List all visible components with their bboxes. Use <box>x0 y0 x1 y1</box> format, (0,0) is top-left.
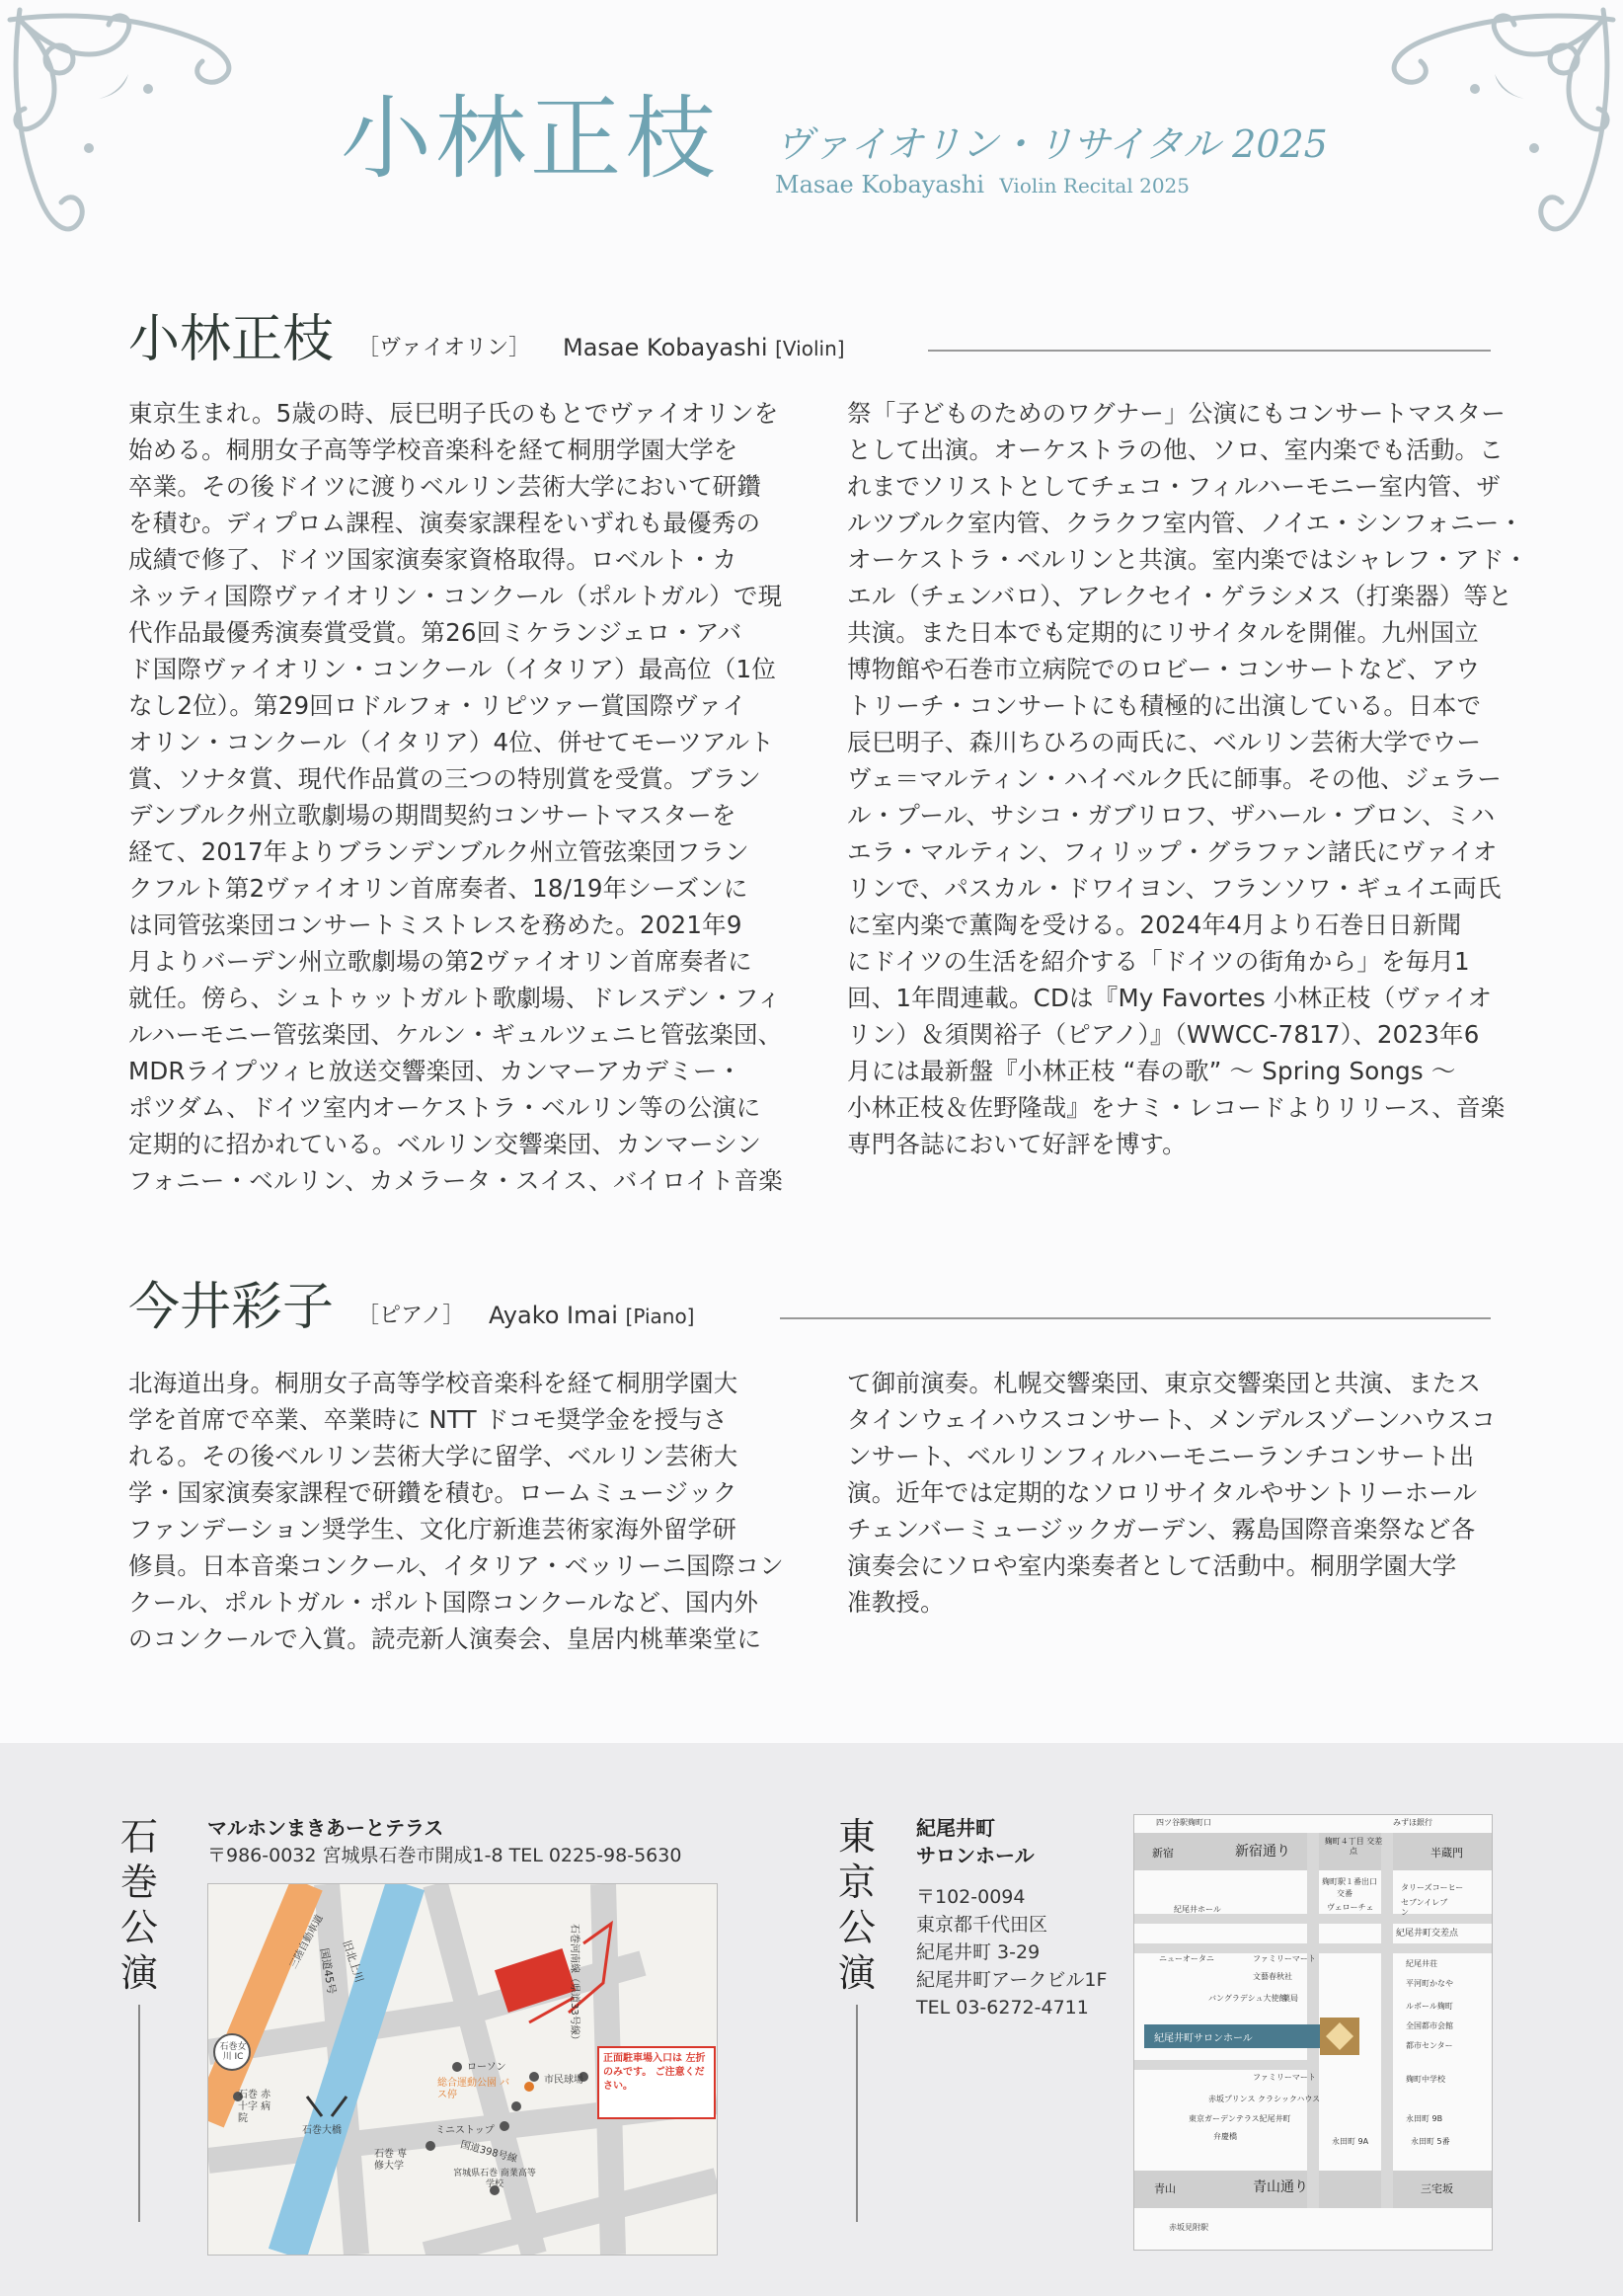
venue-name-line1: 紀尾井町 <box>916 1816 995 1840</box>
profile-text-line: は同管弦楽団コンサートミストレスを務めた。2021年9 <box>128 910 742 939</box>
venue-address-line: 東京都千代田区 <box>916 1914 1048 1936</box>
profile-text-line: ド国際ヴァイオリン・コンクール（イタリア）最高位（1位 <box>128 655 777 683</box>
profile-text-line: のコンクールで入賞。読売新人演奏会、皇居内桃華楽堂に <box>128 1624 762 1653</box>
venue-name: マルホンまきあーとテラス <box>207 1816 444 1840</box>
profile-text-line: エラ・マルティン、フィリップ・グラファン諸氏にヴァイオ <box>847 837 1498 866</box>
profile-name-en <box>489 1302 694 1329</box>
profile-text-column-left <box>128 1365 784 1657</box>
profile-text-line: 定期的に招かれている。ベルリン交響楽団、カンマーシン <box>128 1130 762 1158</box>
map-label: 薬局 <box>1282 1994 1298 2003</box>
map-label: 文藝春秋社 <box>1253 1972 1292 1981</box>
profile-text-line: 月には最新盤『小林正枝 “春の歌” 〜 Spring Songs 〜 <box>847 1057 1456 1085</box>
profile-text-line: なし2位）。第29回ロドルフォ・リピツァー賞国際ヴァイ <box>128 691 747 720</box>
profile-name-en <box>563 334 845 361</box>
profile-text-line: ンサート、ベルリンフィルハーモニーランチコンサート出 <box>847 1442 1475 1470</box>
profile-text-line: MDRライプツィヒ放送交響楽団、カンマーアカデミー・ <box>128 1057 742 1085</box>
profile-heading-violin <box>128 296 1491 369</box>
map-label: ヴェローチェ <box>1327 1903 1374 1912</box>
map-label: 半蔵門 <box>1430 1847 1463 1860</box>
heading-rule <box>780 1317 1491 1319</box>
profile-text-line: ルハーモニー管弦楽団、ケルン・ギュルツェニヒ管弦楽団、 <box>128 1020 783 1049</box>
map-label: 国道398号線 <box>459 2139 518 2166</box>
map-label: ファミリーマート <box>1253 1954 1316 1963</box>
map-label: 紀尾井荘 <box>1406 1959 1437 1968</box>
recital-label-en: Violin Recital 2025 <box>999 174 1190 198</box>
profile-heading-piano <box>128 1264 1491 1337</box>
profile-text-line: 演。近年では定期的なソロリサイタルやサントリーホール <box>847 1478 1478 1507</box>
venue-divider <box>856 2005 858 2222</box>
profile-text-line: 博物館や石巻市立病院でのロビー・コンサートなど、アウ <box>847 655 1481 683</box>
venue-divider <box>138 2005 140 2222</box>
map-label: 永田町 9A <box>1332 2137 1369 2146</box>
profile-text-line: 就任。傍ら、シュトゥットガルト歌劇場、ドレスデン・フィ <box>128 984 782 1012</box>
profile-text-line: れる。その後ベルリン芸術大学に留学、ベルリン芸術大 <box>128 1442 738 1470</box>
profile-text-line: 代作品最優秀演奏賞受賞。第26回ミケランジェロ・アバ <box>128 618 742 647</box>
heading-rule <box>928 350 1491 352</box>
profile-text-line: 専門各誌において好評を博す。 <box>847 1130 1187 1158</box>
profile-text-line: 共演。また日本でも定期的にリサイタルを開催。九州国立 <box>847 618 1479 647</box>
profile-text-line: 演奏会にソロや室内楽奏者として活動中。桐朋学園大学 <box>847 1551 1457 1580</box>
profile-name-jp: 今井彩子 <box>128 1278 335 1337</box>
profile-text-column-right <box>847 395 1529 1162</box>
profile-text-line: 祭「子どものためのワグナー」公演にもコンサートマスター <box>847 399 1506 428</box>
venue-section <box>0 1743 1623 2296</box>
map-label: ルボール麹町 <box>1406 2002 1453 2011</box>
profile-text-line: 学・国家演奏家課程で研鑽を積む。ロームミュージック <box>128 1478 737 1507</box>
profile-text-line: 修員。日本音楽コンクール、イタリア・ベッリーニ国際コン <box>128 1551 784 1580</box>
profile-role-jp: ［ヴァイオリン］ <box>357 336 531 360</box>
profile-text-line: 北海道出身。桐朋女子高等学校音楽科を経て桐朋学園大 <box>128 1369 738 1397</box>
venue-address-line: 紀尾井町 3-29 <box>916 1941 1041 1963</box>
profile-text-line: オリン・コンクール（イタリア）4位、併せてモーツアルト <box>128 728 775 756</box>
profile-text-line: として出演。オーケストラの他、ソロ、室内楽でも活動。こ <box>847 435 1504 464</box>
profile-text-line: フォニー・ベルリン、カメラータ・スイス、バイロイト音楽 <box>128 1166 783 1195</box>
map-label: 麹町４丁目 交差点 <box>1324 1837 1383 1856</box>
profile-role-jp: ［ピアノ］ <box>357 1304 465 1328</box>
map-label: 赤坂プリンス クラシックハウス <box>1208 2095 1321 2103</box>
map-label: 全国都市会館 <box>1406 2021 1453 2030</box>
map-label: 麹町駅１番出口 <box>1322 1877 1377 1886</box>
venue-label-text: 石 巻 公 演 <box>119 1815 158 1995</box>
map-label: 青山通り <box>1253 2179 1308 2195</box>
profile-name-en-text: Ayako Imai <box>489 1302 618 1329</box>
profile-text-line: ルツブルク室内管、クラクフ室内管、ノイエ・シンフォニー・ <box>847 509 1524 537</box>
profile-text-column-left <box>128 395 783 1199</box>
map-label: 総合運動公園 バス停 <box>437 2078 510 2100</box>
map-label: 赤坂見附駅 <box>1169 2223 1208 2232</box>
profile-text-line: 東京生まれ。5歳の時、辰巳明子氏のもとでヴァイオリンを <box>128 399 779 428</box>
venue-address: 〒986-0032 宮城県石巻市開成1-8 TEL 0225-98-5630 <box>207 1845 682 1866</box>
map-label: 東京ガーデンテラス紀尾井町 <box>1189 2114 1291 2123</box>
venue-label-tokyo <box>834 1814 880 1996</box>
map-label: 石巻河南線（県道33号線） <box>569 1924 580 2045</box>
profile-role-en: [Piano] <box>625 1305 695 1328</box>
profile-text-line: ファンデーション奨学生、文化庁新進芸術家海外留学研 <box>128 1515 737 1544</box>
map-label: みずほ銀行 <box>1393 1818 1432 1827</box>
map-label: ニューオータニ <box>1159 1954 1214 1963</box>
profile-text-line: リン）＆須関裕子（ピアノ）』（WWCC-7817）、2023年6 <box>847 1020 1480 1049</box>
page-title: 小林正枝 <box>341 86 721 192</box>
map-label: セブンイレブン <box>1401 1898 1448 1917</box>
map-label: 紀尾井町交差点 <box>1396 1929 1459 1939</box>
profile-text-line: オーケストラ・ベルリンと共演。室内楽ではシャレフ・アド・ <box>847 545 1529 574</box>
profile-text-line: 准教授。 <box>847 1588 945 1617</box>
venue-info-ishinomaki <box>207 1814 681 1869</box>
map-label: 都市センター <box>1406 2041 1453 2050</box>
profile-text-line: ポツダム、ドイツ室内オーケストラ・ベルリン等の公演に <box>128 1093 761 1122</box>
profile-text-line: 学を首席で卒業、卒業時に NTT ドコモ奨学金を授与さ <box>128 1405 728 1434</box>
profile-text-line: デンブルク州立歌劇場の期間契約コンサートマスターを <box>128 801 736 830</box>
profile-text-line: エル（チェンバロ）、アレクセイ・ゲラシメス（打楽器）等と <box>847 582 1512 610</box>
map-label: 三宅坂 <box>1421 2182 1453 2195</box>
profile-text-line: チェンバーミュージックガーデン、霧島国際音楽祭など各 <box>847 1515 1476 1544</box>
profile-text-line: 始める。桐朋女子高等学校音楽科を経て桐朋学園大学を <box>128 435 738 464</box>
profile-text-line: トリーチ・コンサートにも積極的に出演している。日本で <box>847 691 1482 720</box>
map-ishinomaki <box>207 1883 718 2256</box>
map-label: 石巻 赤十字 病院 <box>238 2090 271 2124</box>
profile-text-line: に室内楽で薫陶を受ける。2024年4月より石巻日日新聞 <box>847 910 1462 939</box>
profile-name-en-text: Masae Kobayashi <box>563 334 768 361</box>
venue-info-tokyo <box>916 1814 1107 2021</box>
venue-label-text: 東 京 公 演 <box>837 1815 876 1995</box>
map-label: 市民球場 <box>544 2075 583 2086</box>
map-label: 石巻女川 IC <box>219 2042 247 2062</box>
profile-text-line: れまでソリストとしてチェコ・フィルハーモニー室内管、ザ <box>847 472 1501 501</box>
map-label: 宮城県石巻 商業高等学校 <box>453 2169 536 2189</box>
profile-text-line: 月よりバーデン州立歌劇場の第2ヴァイオリン首席奏者に <box>128 947 752 976</box>
profile-text-line: クール、ポルトガル・ポルト国際コンクールなど、国内外 <box>128 1588 759 1617</box>
profile-text-line: ネッティ国際ヴァイオリン・コンクール（ポルトガル）で現 <box>128 582 783 610</box>
map-label: 弁慶橋 <box>1213 2132 1237 2141</box>
venue-address-line: 〒102-0094 <box>916 1886 1026 1908</box>
venue-tel: TEL 03-6272-4711 <box>916 1997 1089 2019</box>
map-label: バングラデシュ大使館 <box>1208 1994 1287 2003</box>
map-label: 永田町 9B <box>1406 2114 1443 2123</box>
map-label: ローソン <box>467 2062 506 2073</box>
profile-text-line: て御前演奏。札幌交響楽団、東京交響楽団と共演、またス <box>847 1369 1482 1397</box>
recital-subtitle-en <box>775 171 1190 198</box>
map-tokyo <box>1133 1814 1493 2251</box>
map-label: ミニストップ <box>435 2125 495 2136</box>
profile-text-line: 卒業。その後ドイツに渡りベルリン芸術大学において研鑽 <box>128 472 761 501</box>
profile-text-line: 賞、ソナタ賞、現代作品賞の三つの特別賞を受賞。ブラン <box>128 764 761 793</box>
profile-text-line: 小林正枝＆佐野隆哉』をナミ・レコードよりリリース、音楽 <box>847 1093 1506 1122</box>
profile-text-line: 経て、2017年よりブランデンブルク州立管弦楽団フラン <box>128 837 749 866</box>
profile-text-line: 回、1年間連載。CDは『My Favortes 小林正枝（ヴァイオ <box>847 984 1493 1012</box>
map-label: 石巻大橋 <box>302 2125 342 2136</box>
venue-address-line: 紀尾井町アークビル1F <box>916 1969 1108 1991</box>
profile-text-column-right <box>847 1365 1499 1621</box>
venue-name-line2: サロンホール <box>916 1844 1035 1867</box>
map-label: 三陸自動車道 <box>287 1913 326 1971</box>
profile-text-line: クフルト第2ヴァイオリン首席奏者、18/19年シーズンに <box>128 874 748 903</box>
profile-name-jp: 小林正枝 <box>128 310 335 369</box>
map-label: ファミリーマート <box>1253 2073 1316 2082</box>
map-notice: 正面駐車場入口は 左折のみです。 ご注意ください。 <box>603 2053 706 2092</box>
profile-text-line: 成績で修了、ドイツ国家演奏家資格取得。ロベルト・カ <box>128 545 737 574</box>
profile-role-en: [Violin] <box>775 337 845 360</box>
map-label: 旧北上川 <box>340 1939 366 1985</box>
profile-text-line: 辰巳明子、森川ちひろの両氏に、ベルリン芸術大学でウー <box>847 728 1482 756</box>
map-label: 青山 <box>1154 2182 1176 2195</box>
map-label: 永田町 5番 <box>1411 2137 1450 2146</box>
venue-label-ishinomaki <box>116 1814 162 1996</box>
map-label-salon-hall: 紀尾井町サロンホール <box>1154 2033 1253 2044</box>
profile-text-line: を積む。ディプロム課程、演奏家課程をいずれも最優秀の <box>128 509 761 537</box>
profile-text-line: にドイツの生活を紹介する「ドイツの街角から」を毎月1 <box>847 947 1470 976</box>
map-label: 石巻 専修大学 <box>374 2149 408 2172</box>
map-label: 四ツ谷駅麹町口 <box>1156 1818 1211 1827</box>
artist-name-en: Masae Kobayashi <box>775 171 985 198</box>
profile-text-line: リンで、パスカル・ドワイヨン、フランソワ・ギュイエ両氏 <box>847 874 1502 903</box>
map-label: 平河町かなや <box>1406 1979 1453 1988</box>
profile-text-line: ル・プール、サシコ・ガブリロフ、ザハール・ブロン、ミハ <box>847 801 1496 830</box>
profile-text-line: ヴェ＝マルティン・ハイベルク氏に師事。その他、ジェラー <box>847 764 1502 793</box>
map-label: 紀尾井ホール <box>1174 1905 1221 1914</box>
map-label: 交番 <box>1337 1889 1352 1898</box>
map-label: 国道45号 <box>317 1946 339 1996</box>
map-label: 新宿通り <box>1235 1844 1290 1860</box>
map-label: 新宿 <box>1152 1847 1174 1860</box>
profile-text-line: タインウェイハウスコンサート、メンデルスゾーンハウスコ <box>847 1405 1497 1434</box>
map-label: 麹町中学校 <box>1406 2075 1445 2084</box>
map-label: タリーズコーヒー <box>1401 1883 1464 1892</box>
recital-subtitle-jp: ヴァイオリン・リサイタル 2025 <box>775 122 1328 166</box>
page-header <box>0 86 1623 222</box>
